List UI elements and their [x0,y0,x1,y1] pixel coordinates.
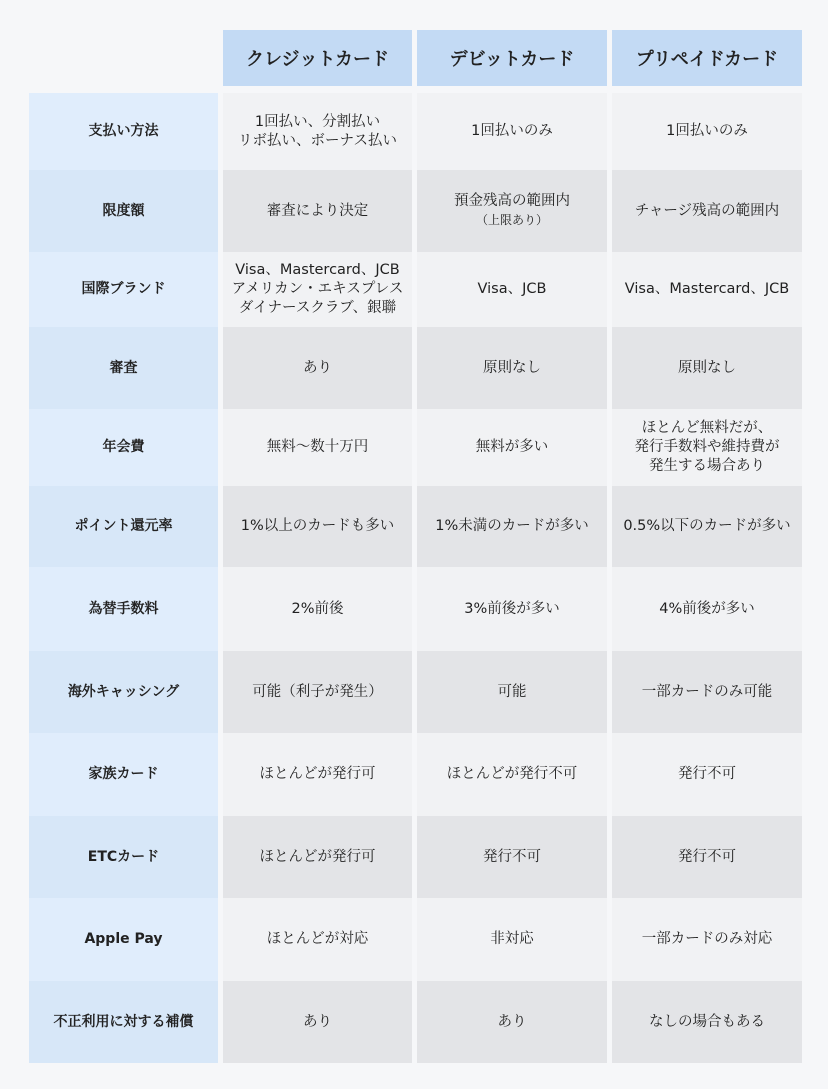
table-cell: ほとんど無料だが、 発行手数料や維持費が 発生する場合あり [612,409,802,486]
table-cell: 1%未満のカードが多い [417,486,607,567]
table-cell: 可能（利子が発生） [223,651,412,733]
table-cell: 無料が多い [417,409,607,486]
row-label: Apple Pay [29,898,218,981]
table-cell: 無料〜数十万円 [223,409,412,486]
table-cell: ほとんどが発行不可 [417,733,607,816]
table-cell: ほとんどが発行可 [223,816,412,898]
cell-note: （上限あり） [475,213,548,227]
table-cell: 4%前後が多い [612,567,802,651]
table-cell: ほとんどが対応 [223,898,412,981]
table-cell: 1%以上のカードも多い [223,486,412,567]
table-cell: 一部カードのみ可能 [612,651,802,733]
row-label: ETCカード [29,816,218,898]
column-header-prepaid: プリペイドカード [612,30,802,86]
table-cell: Visa、JCB [417,252,607,327]
column-header-credit: クレジットカード [223,30,412,86]
table-cell: 発行不可 [417,816,607,898]
table-cell: あり [223,981,412,1063]
table-cell: 一部カードのみ対応 [612,898,802,981]
table-cell: あり [417,981,607,1063]
table-cell: チャージ残高の範囲内 [612,170,802,252]
table-cell: 発行不可 [612,816,802,898]
row-label: 審査 [29,327,218,409]
table-cell: 1回払いのみ [417,93,607,170]
table-cell: Visa、Mastercard、JCB アメリカン・エキスプレス ダイナースクラブ、銀聯 [223,252,412,327]
comparison-table [29,93,802,1063]
row-label: 限度額 [29,170,218,252]
table-cell: Visa、Mastercard、JCB [612,252,802,327]
row-label: ポイント還元率 [29,486,218,567]
table-cell: 非対応 [417,898,607,981]
table-cell: 2%前後 [223,567,412,651]
table-cell: 0.5%以下のカードが多い [612,486,802,567]
table-cell: 審査により決定 [223,170,412,252]
table-cell: なしの場合もある [612,981,802,1063]
table-cell [417,170,607,252]
row-label: 国際ブランド [29,252,218,327]
row-label: 年会費 [29,409,218,486]
table-cell: 原則なし [612,327,802,409]
table-cell: 発行不可 [612,733,802,816]
column-header-debit: デビットカード [417,30,607,86]
table-cell: あり [223,327,412,409]
cell-text: 預金残高の範囲内 [454,193,570,209]
table-header [223,30,802,86]
table-cell: 可能 [417,651,607,733]
table-cell: 1回払い、分割払い リボ払い、ボーナス払い [223,93,412,170]
row-label: 支払い方法 [29,93,218,170]
row-label: 不正利用に対する補償 [29,981,218,1063]
row-label: 為替手数料 [29,567,218,651]
table-cell: 原則なし [417,327,607,409]
table-cell: 3%前後が多い [417,567,607,651]
table-cell: 1回払いのみ [612,93,802,170]
row-label: 家族カード [29,733,218,816]
table-cell: ほとんどが発行可 [223,733,412,816]
row-label: 海外キャッシング [29,651,218,733]
